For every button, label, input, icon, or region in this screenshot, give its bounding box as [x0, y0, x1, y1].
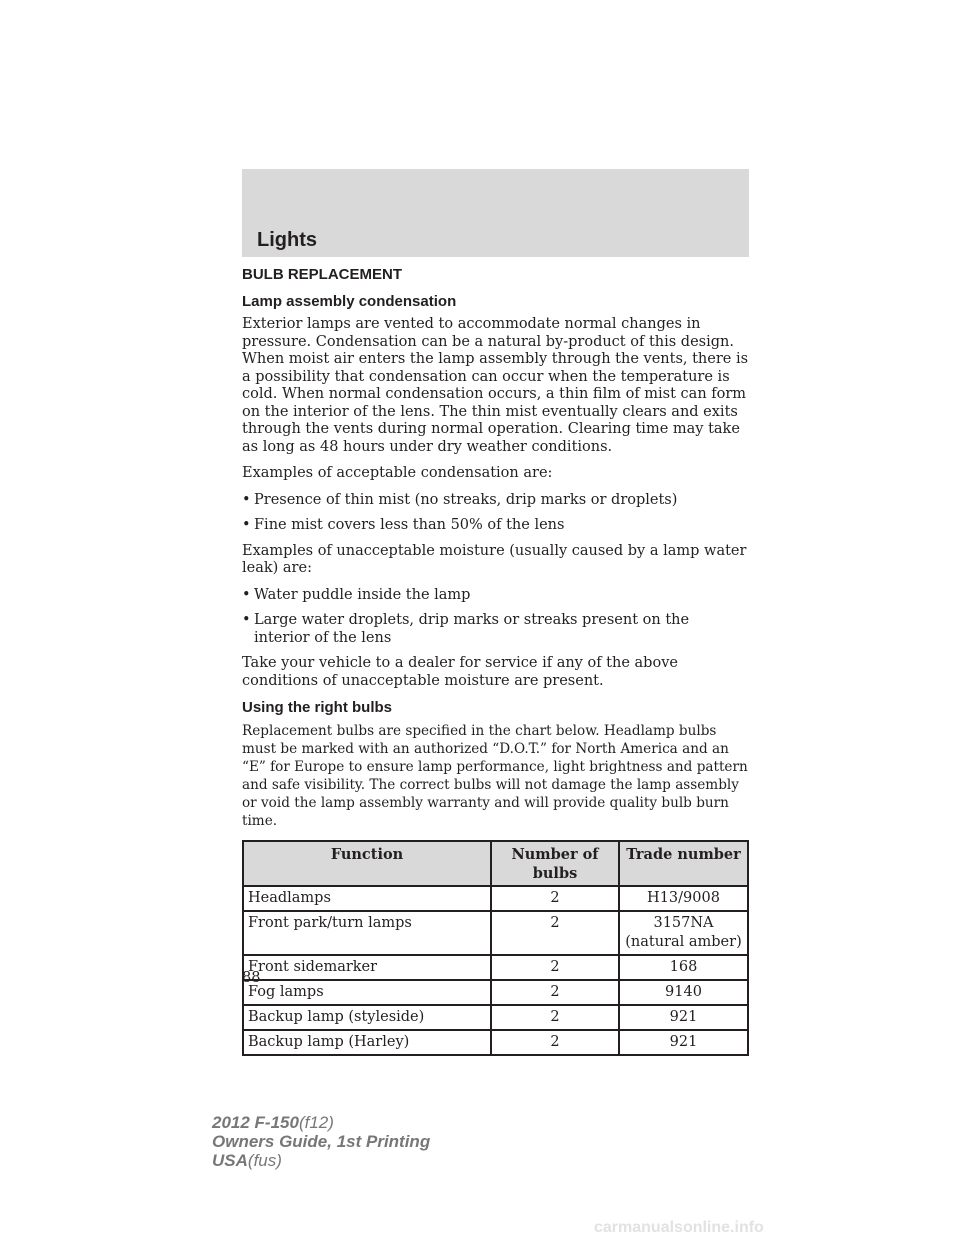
cell-number: 2 — [491, 1030, 619, 1055]
dealer-service-paragraph: Take your vehicle to a dealer for service if any of the above conditions of unacceptable moisture are present. — [242, 655, 678, 689]
cell-trade: 921 — [619, 1030, 748, 1055]
page-content — [242, 266, 749, 1056]
table-row — [243, 980, 748, 1005]
footer-line-model: 2012 F-150(f12) — [212, 1113, 334, 1132]
cell-function: Fog lamps — [243, 980, 491, 1005]
bullet-icon: • — [242, 612, 251, 628]
bullet-icon: • — [242, 517, 251, 533]
cell-function: Front sidemarker — [243, 955, 491, 980]
cell-number: 2 — [491, 1005, 619, 1030]
print-footer — [212, 1113, 430, 1170]
unacceptable-lead: Examples of unacceptable moisture (usually caused by a lamp water leak) are: — [242, 542, 747, 576]
table-row — [243, 1005, 748, 1030]
cell-function: Backup lamp (Harley) — [243, 1030, 491, 1055]
page-number: 88 — [242, 970, 261, 986]
bulb-table — [242, 840, 749, 1056]
cell-number: 2 — [491, 911, 619, 955]
table-row — [243, 911, 748, 955]
right-bulbs-paragraph: Replacement bulbs are specified in the chart below. Headlamp bulbs must be marked with an authorized “D.O.T.” for North America and an “E” for Europe to ensure lamp performance, light brightness and pattern and safe visibility. The correct bulbs will not damage the lamp assembly or void the lamp assembly warranty and will provide quality bulb burn time. — [242, 723, 748, 829]
cell-number: 2 — [491, 955, 619, 980]
cell-function: Headlamps — [243, 886, 491, 911]
footer-line-guide: Owners Guide, 1st Printing — [212, 1132, 431, 1151]
bullet-icon: • — [242, 491, 251, 508]
list-item: • Large water droplets, drip marks or streaks present on the interior of the lens — [242, 612, 690, 646]
header-trade-number: Trade number — [619, 841, 748, 886]
cell-trade: 3157NA (natural amber) — [619, 911, 748, 955]
cell-function: Front park/turn lamps — [243, 911, 491, 955]
cell-trade: 168 — [619, 955, 748, 980]
bullet-icon: • — [242, 586, 251, 603]
cell-function: Backup lamp (styleside) — [243, 1005, 491, 1030]
footer-line-market: USA(fus) — [212, 1151, 282, 1170]
cell-trade: 921 — [619, 1005, 748, 1030]
acceptable-lead: Examples of acceptable condensation are: — [242, 465, 553, 481]
list-item: • Water puddle inside the lamp — [242, 586, 471, 603]
cell-number: 2 — [491, 980, 619, 1005]
table-header-row — [243, 841, 748, 886]
cell-trade: H13/9008 — [619, 886, 748, 911]
table-row — [243, 886, 748, 911]
condensation-paragraph: Exterior lamps are vented to accommodate normal changes in pressure. Condensation can be a natural by-product of this design. When moist air enters the lamp assembly through the vents, there is a possibility that condensation can occur when the temperature is cold. When normal condensation occurs, a thin film of mist can form on the interior of the lens. The thin mist eventually clears and exits through the vents during normal operation. Clearing time may take as long as 48 hours under dry weather conditions. — [242, 316, 749, 455]
section-title: BULB REPLACEMENT — [242, 266, 402, 283]
subsection-title-condensation: Lamp assembly condensation — [242, 293, 457, 310]
header-function: Function — [243, 841, 491, 886]
header-number-of-bulbs: Number of bulbs — [491, 841, 619, 886]
section-header-title: Lights — [257, 229, 317, 251]
table-row — [243, 955, 748, 980]
cell-number: 2 — [491, 886, 619, 911]
table-row — [243, 1030, 748, 1055]
section-header-band — [242, 169, 749, 257]
cell-trade: 9140 — [619, 980, 748, 1005]
unacceptable-list — [242, 587, 749, 648]
watermark: carmanualsonline.info — [594, 1219, 764, 1236]
acceptable-list — [242, 492, 749, 535]
list-item: • Fine mist covers less than 50% of the lens — [242, 517, 565, 533]
subsection-title-right-bulbs: Using the right bulbs — [242, 699, 392, 716]
list-item: • Presence of thin mist (no streaks, drip marks or droplets) — [242, 491, 678, 508]
